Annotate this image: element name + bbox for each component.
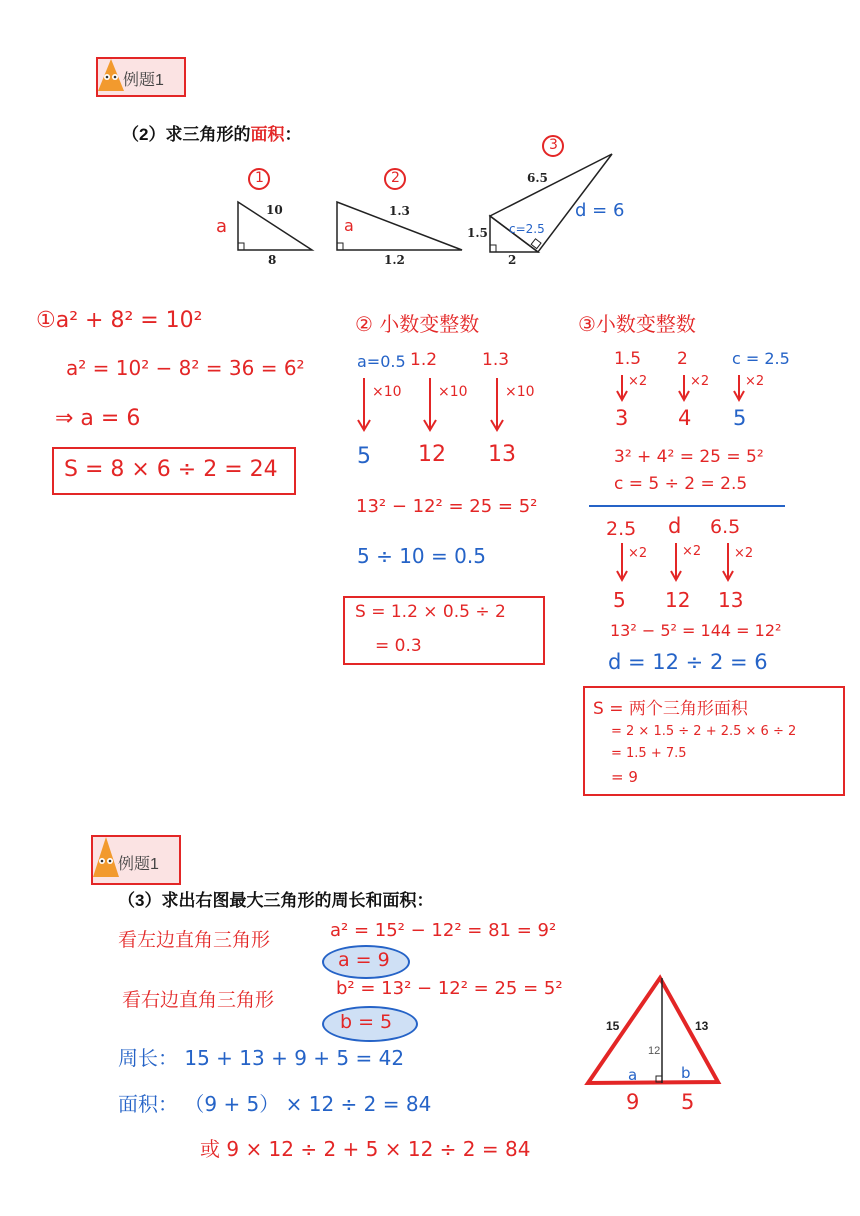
col3-mult-5: ×2 (682, 544, 702, 559)
col2-answer-2: = 0.3 (375, 636, 422, 656)
ex2-right-label: 13 (695, 1019, 709, 1033)
ex2-h-label: 12 (648, 1045, 661, 1057)
col3-mult-4: ×2 (628, 546, 648, 561)
ex2-left-label: 15 (606, 1019, 620, 1033)
example-badge-2 (91, 835, 181, 885)
t2-a-label: a (344, 216, 354, 235)
col3-line1: 3² + 4² = 25 = 5² (614, 447, 764, 467)
t3-d-label: d = 6 (575, 200, 625, 221)
ex2-b-label: b (681, 1064, 691, 1082)
col3-mid2-b: 12 (665, 588, 691, 612)
fig-num-1: 1 (255, 170, 264, 186)
fig-num-2: 2 (391, 170, 400, 186)
ex2-area: 面积： （9 + 5） × 12 ÷ 2 = 84 (118, 1092, 432, 1116)
col3-top2-c: 6.5 (710, 516, 741, 538)
t3-c-label: c=2.5 (509, 222, 545, 236)
col3-answer-3: = 1.5 + 7.5 (611, 746, 687, 761)
ex2-perimeter: 周长： 15 + 13 + 9 + 5 = 42 (118, 1046, 405, 1070)
triangle-figures (0, 0, 860, 280)
col3-mult-1: ×2 (628, 374, 648, 389)
mascot-icon (91, 835, 121, 879)
section-heading: （2）求三角形的面积： (122, 125, 302, 144)
col2-line1: 13² − 12² = 25 = 5² (356, 496, 538, 517)
col1-answer-box (52, 447, 296, 495)
col2-bottom-b: 12 (418, 442, 446, 467)
t3-top-label: 6.5 (527, 171, 548, 185)
col1-line3: ⇒ a = 6 (55, 406, 141, 431)
t2-base-label: 1.2 (384, 253, 405, 267)
ex2-line2a: 看右边直角三角形 (122, 989, 275, 1011)
t3-base-label: 2 (508, 253, 517, 267)
col2-bottom-c: 13 (488, 442, 516, 467)
col3-answer-box (583, 686, 845, 796)
col3-top2-a: 2.5 (606, 518, 637, 540)
ex2-b-value: 5 (681, 1090, 695, 1114)
col3-mid-b: 4 (678, 406, 692, 430)
col2-top-a: a=0.5 (357, 352, 406, 371)
t1-base-label: 8 (268, 253, 277, 267)
badge-label: 例题1 (118, 856, 159, 873)
col3-answer-4: = 9 (611, 768, 638, 786)
ex2-line2b: b² = 13² − 12² = 25 = 5² (336, 978, 563, 999)
t1-hyp-label: 10 (266, 203, 283, 217)
t2-hyp-label: 1.3 (389, 204, 410, 218)
t1-a-label: a (216, 216, 228, 237)
col2-line2: 5 ÷ 10 = 0.5 (357, 544, 486, 568)
col3-mult-2: ×2 (690, 374, 710, 389)
col1-line1: ①a² + 8² = 10² (36, 308, 203, 333)
col3-mid2-c: 13 (718, 588, 744, 612)
col1-line2: a² = 10² − 8² = 36 = 6² (66, 356, 305, 380)
ex2-a-label: a (628, 1066, 638, 1084)
col3-line2: c = 5 ÷ 2 = 2.5 (614, 474, 748, 494)
col2-answer-box (343, 596, 545, 665)
badge-label: 例题1 (123, 72, 164, 89)
col2-mult-1: ×10 (372, 384, 402, 400)
col2-title: ② 小数变整数 (355, 312, 480, 336)
ex2-line1b: a² = 15² − 12² = 81 = 9² (330, 920, 557, 941)
col3-mid-a: 3 (615, 406, 629, 430)
col2-bottom-a: 5 (357, 444, 371, 469)
ex2-a-value: 9 (626, 1090, 640, 1114)
col2-top-c: 1.3 (482, 350, 510, 370)
col2-top-b: 1.2 (410, 350, 438, 370)
col3-mid2-a: 5 (613, 588, 626, 612)
col3-mult-3: ×2 (745, 374, 765, 389)
col1-answer: S = 8 × 6 ÷ 2 = 24 (64, 457, 278, 482)
col3-top-b: 2 (677, 349, 688, 369)
ex2-e1: a = 9 (338, 949, 390, 971)
ex2-line1a: 看左边直角三角形 (118, 929, 271, 951)
ex2-ellipse-2 (322, 1006, 418, 1042)
col3-title: ③小数变整数 (578, 312, 696, 336)
col3-answer-1: S = 两个三角形面积 (593, 699, 748, 719)
col2-mult-3: ×10 (505, 384, 535, 400)
t3-left-label: 1.5 (467, 226, 488, 240)
section-heading-2: （3）求出右图最大三角形的周长和面积： (118, 891, 434, 910)
col3-line4: d = 12 ÷ 2 = 6 (608, 650, 768, 674)
ex2-ellipse-1 (322, 945, 410, 979)
col2-answer-1: S = 1.2 × 0.5 ÷ 2 (355, 602, 506, 622)
ex2-e2: b = 5 (340, 1011, 393, 1033)
col3-top-a: 1.5 (614, 349, 642, 369)
col3-answer-2: = 2 × 1.5 ÷ 2 + 2.5 × 6 ÷ 2 (611, 724, 797, 739)
fig-num-3: 3 (549, 137, 558, 153)
col3-top2-b: d (668, 514, 682, 538)
col3-mid-c: 5 (733, 406, 747, 430)
col2-mult-2: ×10 (438, 384, 468, 400)
col3-mult-6: ×2 (734, 546, 754, 561)
col3-top-c: c = 2.5 (732, 349, 790, 368)
col3-line3: 13² − 5² = 144 = 12² (610, 621, 782, 640)
ex2-area-alt: 或 9 × 12 ÷ 2 + 5 × 12 ÷ 2 = 84 (200, 1137, 531, 1161)
